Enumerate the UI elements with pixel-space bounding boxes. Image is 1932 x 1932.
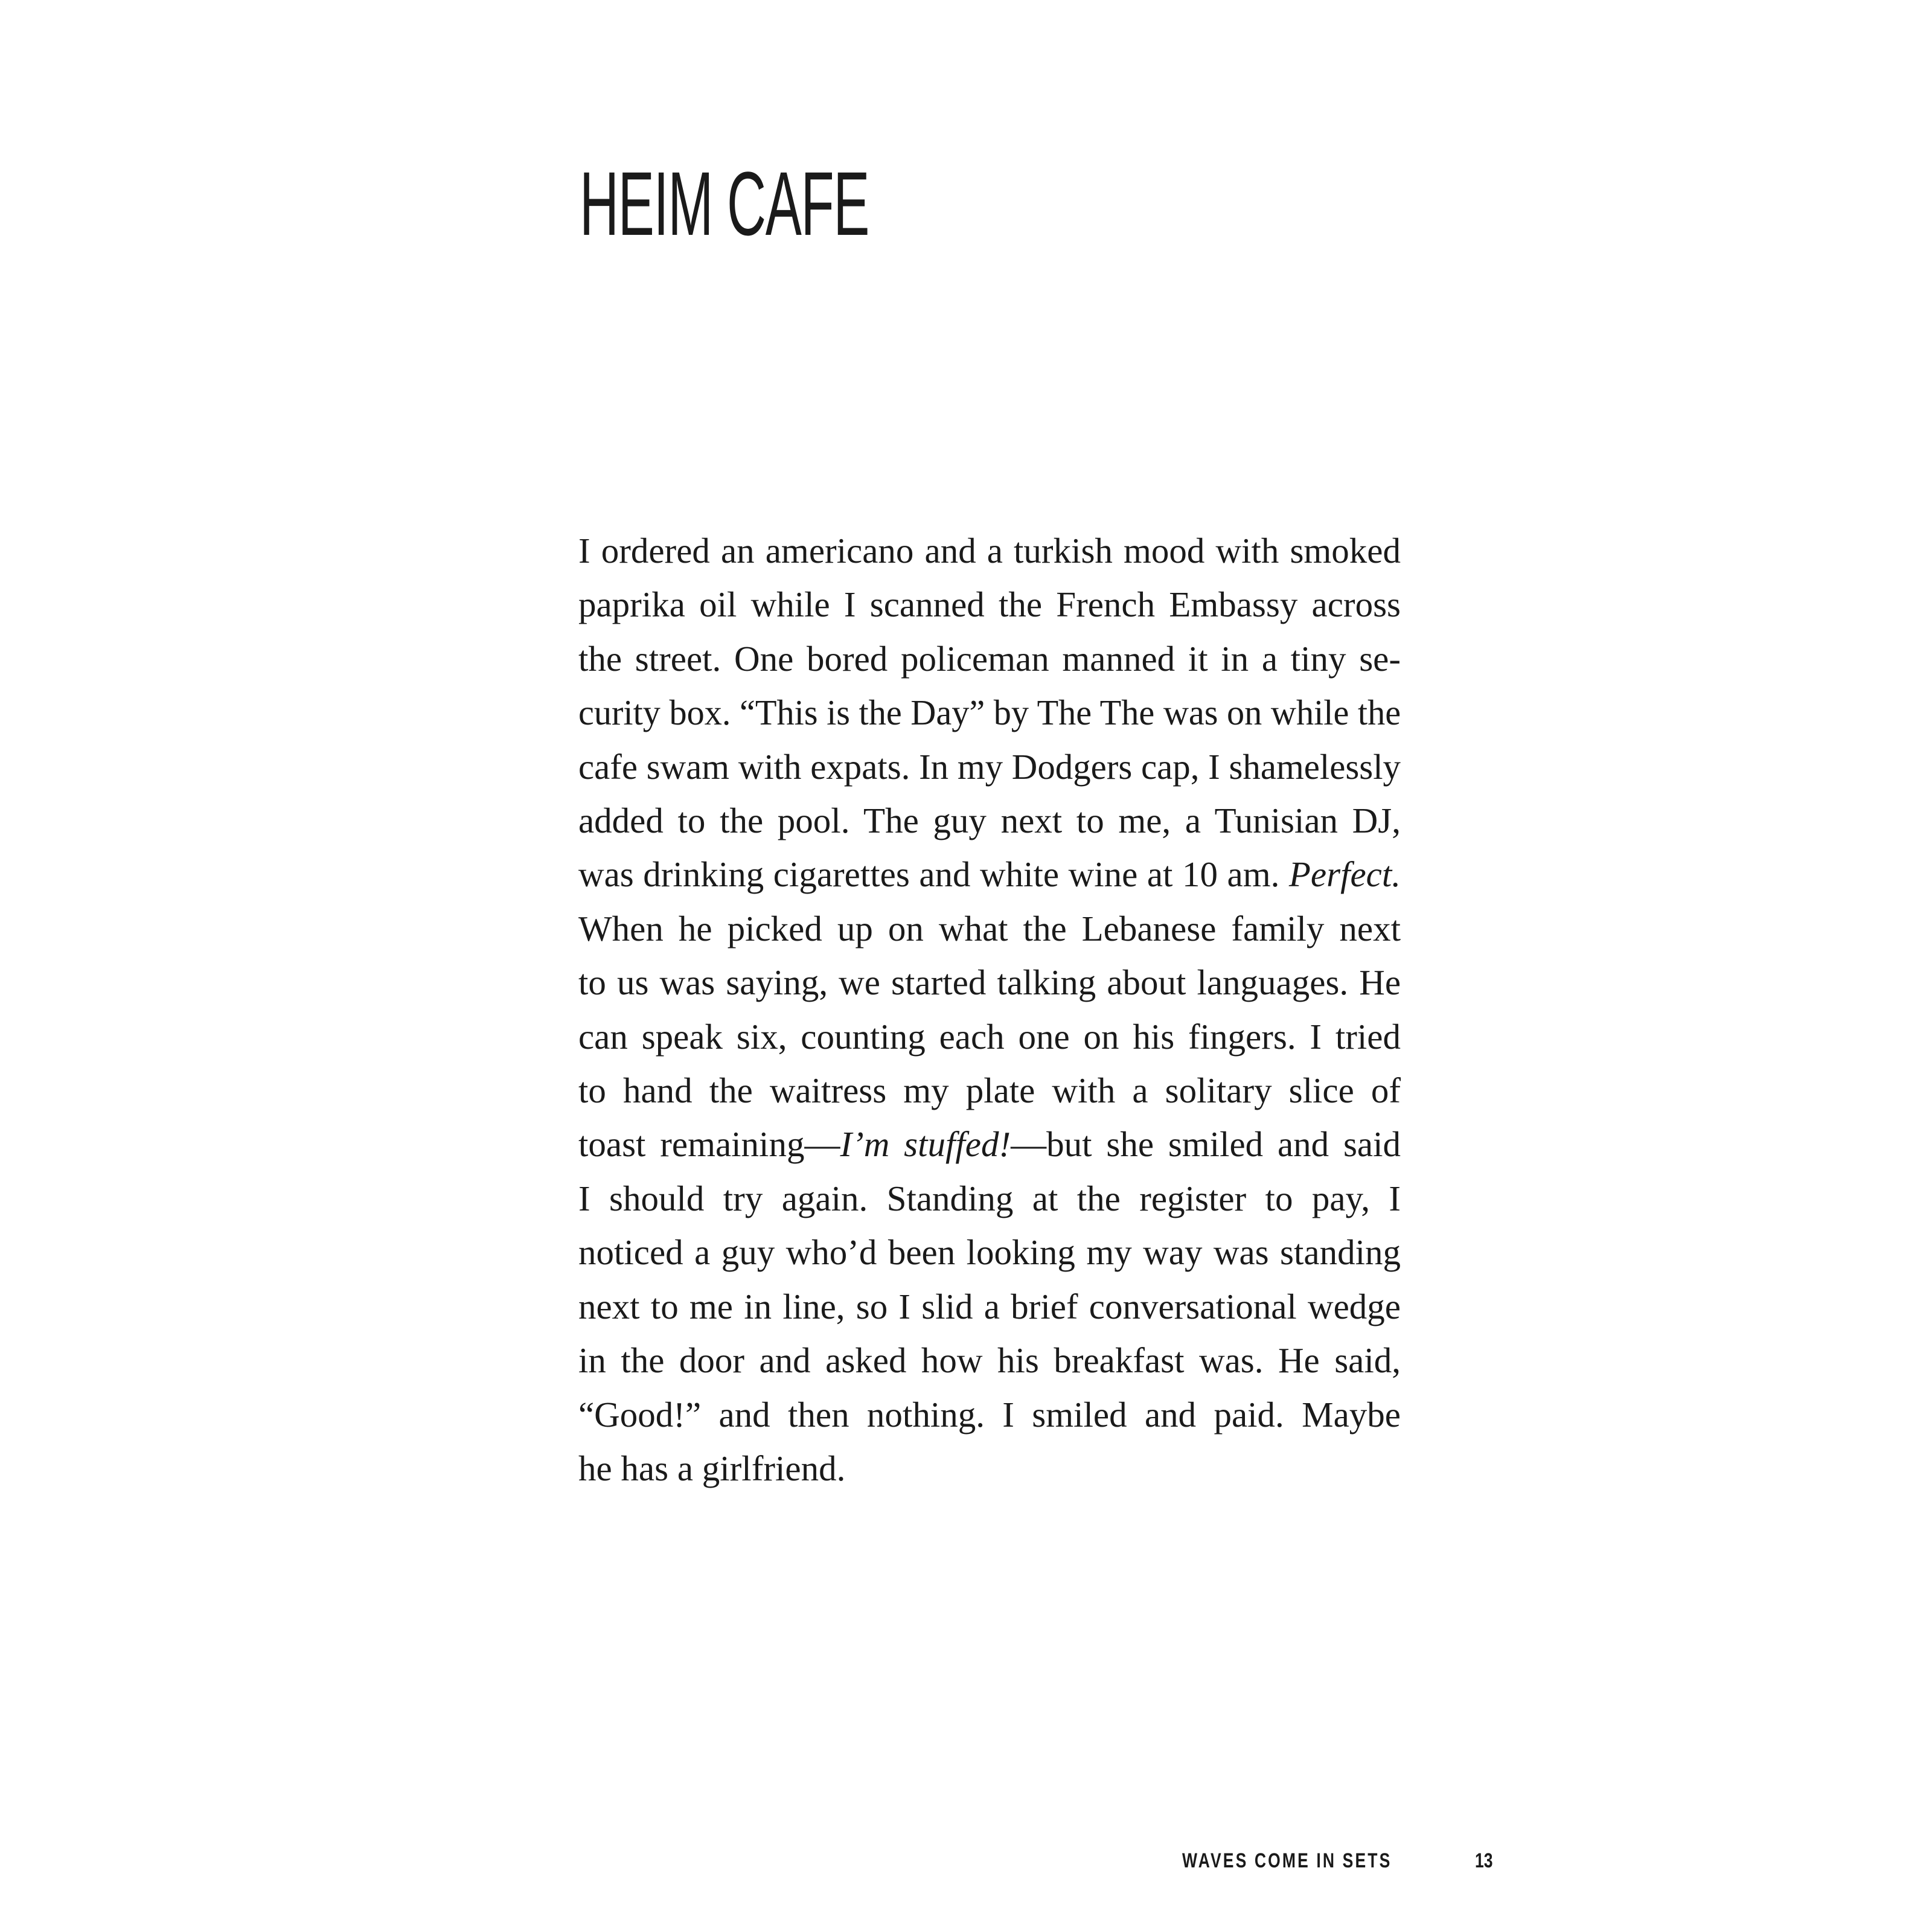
text-run: paprika oil while I scanned the French Embassy across: [578, 584, 1401, 625]
text-line: [578, 794, 1401, 848]
text-line: [578, 632, 1401, 686]
text-run: toast remaining—: [578, 1124, 840, 1165]
body-paragraph: [578, 524, 1401, 1495]
text-line: [578, 686, 1401, 740]
text-run: I should try again. Standing at the register to pay, I: [578, 1178, 1401, 1218]
page-number: 13: [1475, 1849, 1493, 1872]
text-run: in the door and asked how his breakfast was. He said,: [578, 1340, 1401, 1381]
text-run: I ordered an americano and a turkish mood with smoked: [578, 531, 1401, 571]
text-run: the street. One bored policeman manned it in a tiny se-: [578, 638, 1401, 679]
text-run: to us was saying, we started talking about languages. He: [578, 962, 1401, 1003]
text-run: was drinking cigarettes and white wine at 10 am.: [578, 854, 1289, 895]
text-run: noticed a guy who’d been looking my way was standing: [578, 1232, 1401, 1273]
text-line: [578, 1010, 1401, 1064]
text-run: cafe swam with expats. In my Dodgers cap, I shamelessly: [578, 746, 1401, 787]
text-line: [578, 956, 1401, 1009]
text-line: [578, 902, 1401, 956]
text-line: [578, 1226, 1401, 1279]
text-line: [578, 1442, 1401, 1495]
text-line: [578, 848, 1401, 901]
italic-text: I’m stuffed!: [840, 1124, 1011, 1165]
text-line: [578, 1064, 1401, 1118]
text-run: “Good!” and then nothing. I smiled and paid. Maybe: [578, 1394, 1401, 1435]
italic-text: Perfect.: [1288, 854, 1401, 895]
text-line: [578, 524, 1401, 578]
text-line: [578, 1118, 1401, 1171]
text-line: [578, 1172, 1401, 1226]
text-run: can speak six, counting each one on his fingers. I tried: [578, 1016, 1401, 1057]
text-run: —but she smiled and said: [1011, 1124, 1401, 1165]
text-run: added to the pool. The guy next to me, a Tunisian DJ,: [578, 801, 1401, 841]
chapter-title: HEIM CAFE: [580, 153, 869, 254]
text-line: [578, 1280, 1401, 1334]
text-run: When he picked up on what the Lebanese family next: [578, 908, 1401, 948]
running-head: WAVES COME IN SETS: [1182, 1849, 1392, 1872]
page-footer: [0, 1847, 1932, 1874]
text-run: next to me in line, so I slid a brief conversational wedge: [578, 1286, 1401, 1326]
text-line: [578, 740, 1401, 794]
text-line: [578, 1334, 1401, 1387]
text-line: [578, 1388, 1401, 1442]
text-line: [578, 578, 1401, 632]
text-run: to hand the waitress my plate with a solitary slice of: [578, 1070, 1401, 1111]
text-run: curity box. “This is the Day” by The The was on while the: [578, 693, 1401, 733]
text-run: he has a girlfriend.: [578, 1448, 846, 1488]
